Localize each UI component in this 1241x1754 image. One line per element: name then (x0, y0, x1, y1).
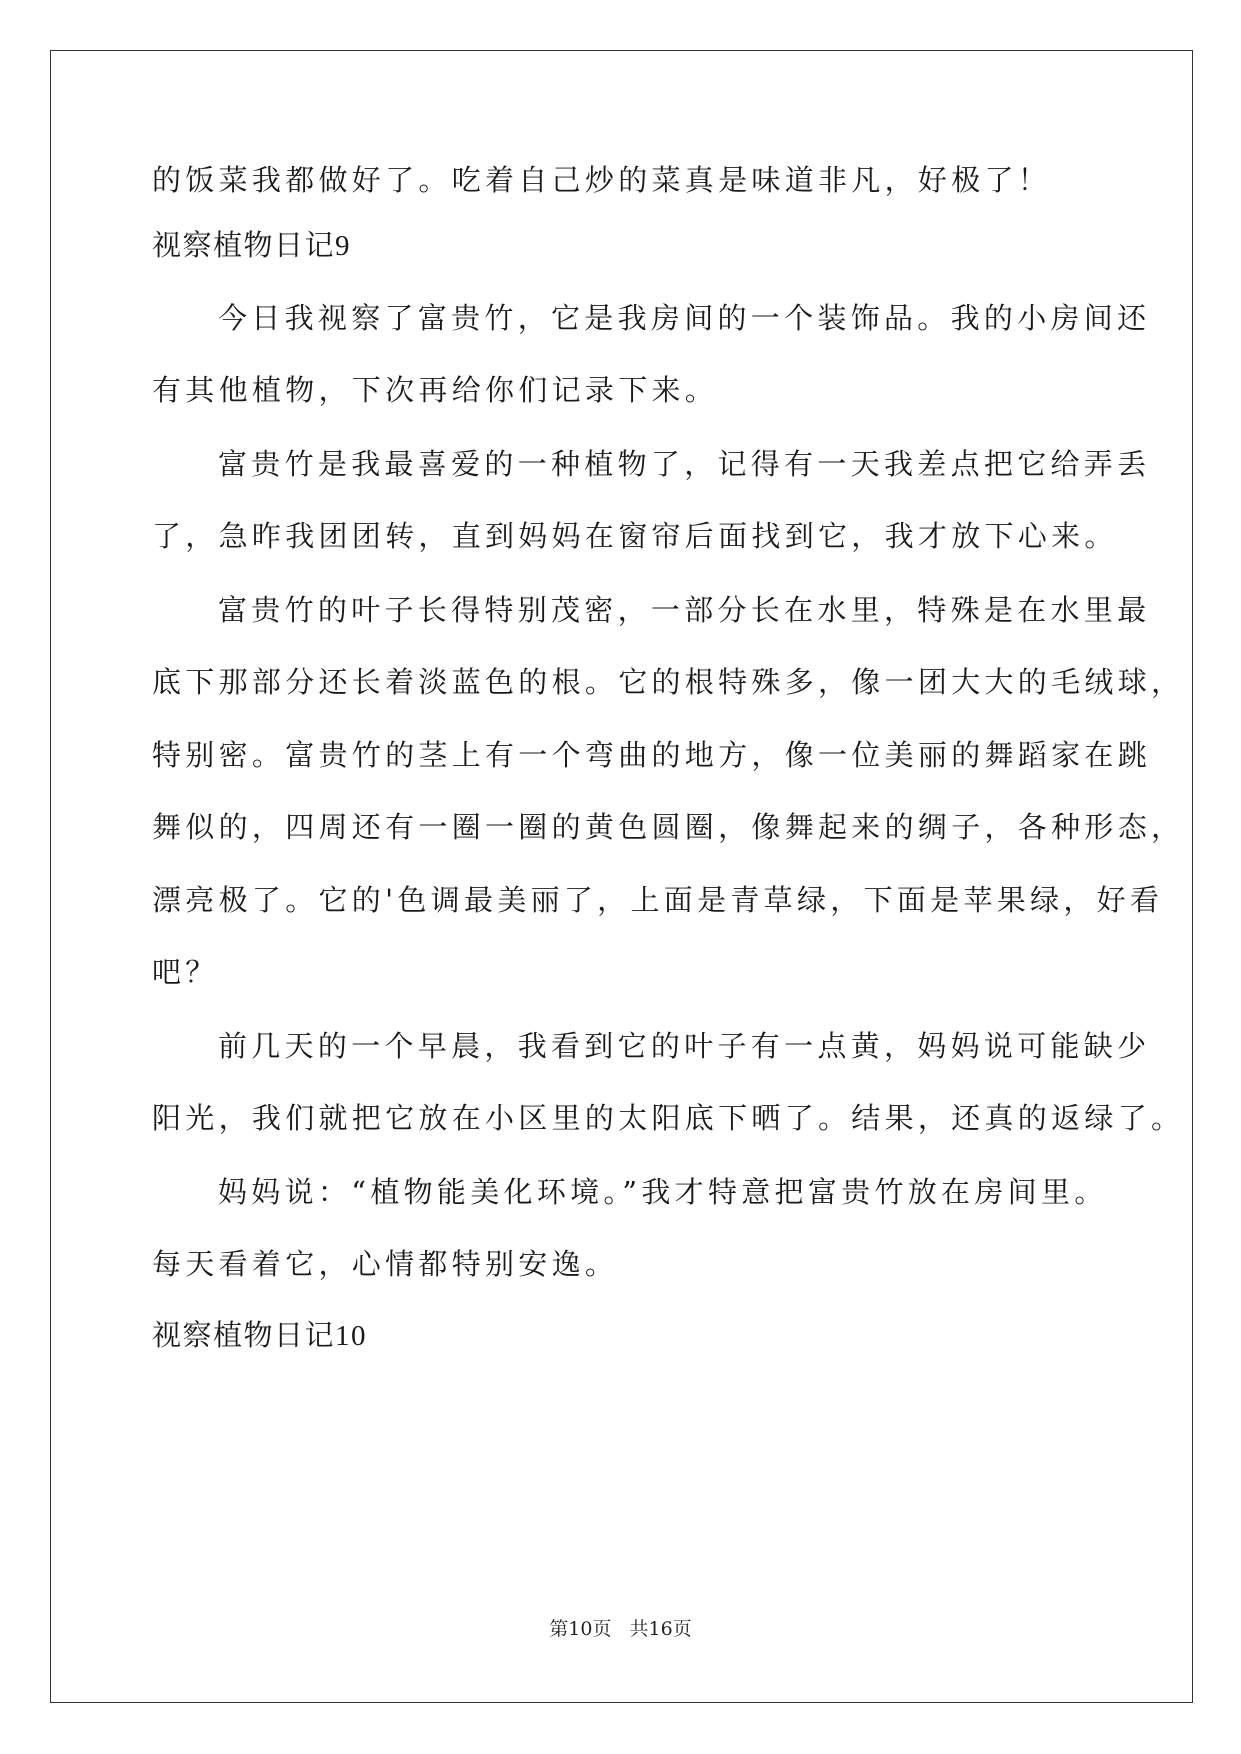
paragraph-line: 有其他植物，下次再给你们记录下来。 (152, 373, 719, 407)
paragraph-line: 漂亮极了。它的'色调最美丽了，上面是青草绿，下面是苹果绿，好看 (152, 883, 1164, 917)
paragraph-line: 阳光，我们就把它放在小区里的太阳底下晒了。结果，还真的返绿了。 (152, 1101, 1185, 1135)
paragraph-line: 每天看着它，心情都特别安逸。 (152, 1247, 619, 1281)
paragraph-line: 了，急昨我团团转，直到妈妈在窗帘后面找到它，我才放下心来。 (152, 519, 1118, 553)
paragraph-line: 吧？ (152, 955, 219, 989)
paragraph-line: 前几天的一个早晨，我看到它的叶子有一点黄，妈妈说可能缺少 (218, 1029, 1151, 1063)
page-footer (0, 1617, 1241, 1641)
paragraph-line: 特别密。富贵竹的茎上有一个弯曲的地方，像一位美丽的舞蹈家在跳 (152, 738, 1152, 772)
paragraph-line: 妈妈说：“植物能美化环境。”我才特意把富贵竹放在房间里。 (218, 1175, 1108, 1209)
section-heading: 视察植物日记10 (152, 1320, 368, 1352)
paragraph-line: 今日我视察了富贵竹，它是我房间的一个装饰品。我的小房间还 (218, 301, 1151, 335)
paragraph-line: 的饭菜我都做好了。吃着自己炒的菜真是味道非凡，好极了！ (152, 163, 1052, 197)
paragraph-line: 富贵竹是我最喜爱的一种植物了，记得有一天我差点把它给弄丢 (218, 447, 1151, 481)
paragraph-line: 底下那部分还长着淡蓝色的根。它的根特殊多，像一团大大的毛绒球， (152, 665, 1185, 699)
paragraph-line: 舞似的，四周还有一圈一圈的黄色圆圈，像舞起来的绸子，各种形态， (152, 810, 1185, 844)
page-number-current: 第10页 (549, 1618, 612, 1640)
paragraph-line: 富贵竹的叶子长得特别茂密，一部分长在水里，特殊是在水里最 (218, 593, 1151, 627)
section-heading: 视察植物日记9 (152, 230, 352, 262)
page-number-total: 共16页 (629, 1618, 692, 1640)
